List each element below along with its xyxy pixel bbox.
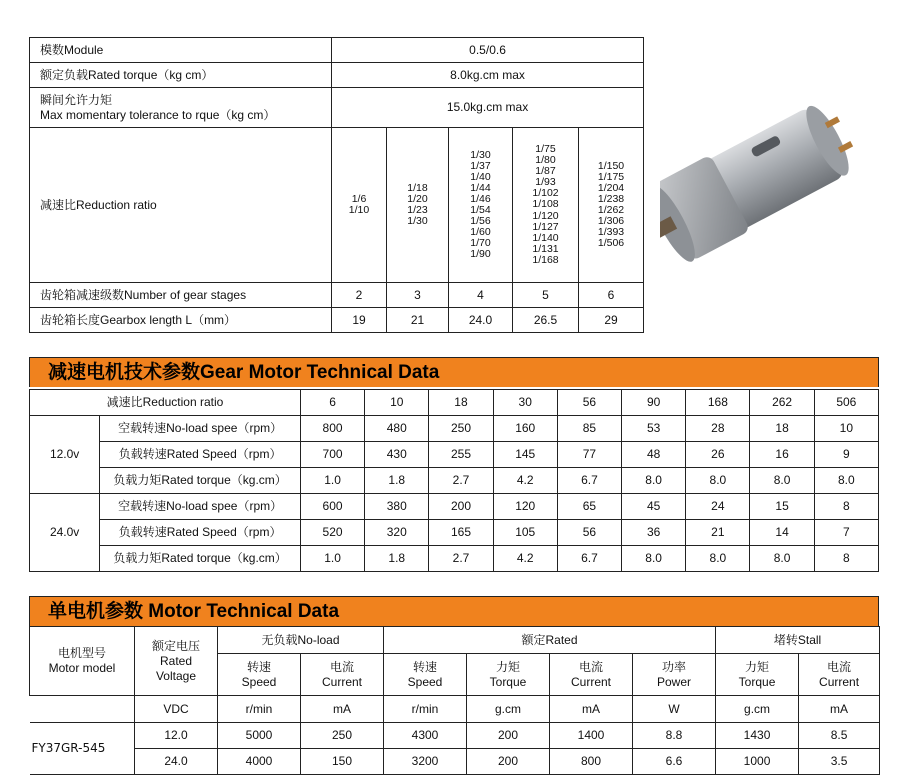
rated-header: 额定Rated [384, 627, 716, 654]
ratio-cell: 1/150 1/175 1/204 1/238 1/262 1/306 1/393 1/506 [579, 128, 644, 283]
data-cell: 8.0 [750, 468, 814, 494]
gear-motor-table [29, 389, 879, 572]
stage-cell: 2 [332, 283, 387, 308]
data-cell: 8.0 [622, 468, 686, 494]
data-cell: 800 [550, 749, 633, 775]
data-cell: 200 [467, 749, 550, 775]
motor-header-row-1 [30, 627, 880, 654]
gear-row-label: 空载转速No-load spee（rpm） [100, 494, 301, 520]
data-cell: 10 [814, 416, 878, 442]
data-cell: 4000 [218, 749, 301, 775]
spec-value: 15.0kg.cm max [332, 88, 644, 128]
length-cell: 21 [387, 308, 449, 333]
data-cell: 120 [493, 494, 557, 520]
data-cell: 1.0 [300, 546, 364, 572]
data-cell: 150 [301, 749, 384, 775]
motor-model-header: 电机型号 Motor model [30, 627, 135, 696]
data-cell: 48 [622, 442, 686, 468]
length-cell: 26.5 [513, 308, 579, 333]
data-cell: 3200 [384, 749, 467, 775]
data-cell: 250 [429, 416, 493, 442]
motor-model-cell: FY37GR-545 [30, 723, 135, 775]
voltage-cell: 24.0 [135, 749, 218, 775]
data-cell: 5000 [218, 723, 301, 749]
data-cell: 6.7 [557, 468, 621, 494]
sub-header: 功率 Power [633, 654, 716, 696]
unit-cell: g.cm [467, 696, 550, 723]
stage-cell: 4 [449, 283, 513, 308]
data-cell: 380 [365, 494, 429, 520]
unit-cell: mA [550, 696, 633, 723]
data-cell: 85 [557, 416, 621, 442]
data-cell: 6.7 [557, 546, 621, 572]
data-cell: 2.7 [429, 546, 493, 572]
sub-header: 电流 Current [799, 654, 880, 696]
gear-row-label: 空载转速No-load spee（rpm） [100, 416, 301, 442]
data-cell: 65 [557, 494, 621, 520]
data-cell: 56 [557, 520, 621, 546]
gear-row-label: 负载力矩Rated torque（kg.cm） [100, 468, 301, 494]
motor-table [29, 626, 880, 775]
gear-data-row [30, 546, 879, 572]
motor-section-title: 单电机参数 Motor Technical Data [29, 596, 879, 626]
data-cell: 255 [429, 442, 493, 468]
ratio-cell: 1/75 1/80 1/87 1/93 1/102 1/108 1/120 1/127 1/140 1/131 1/168 [513, 128, 579, 283]
data-cell: 2.7 [429, 468, 493, 494]
sub-header: 电流 Current [550, 654, 633, 696]
data-cell: 105 [493, 520, 557, 546]
data-cell: 8.0 [814, 468, 878, 494]
data-cell: 4300 [384, 723, 467, 749]
spec-row-module [30, 38, 644, 63]
voltage-cell: 24.0v [30, 494, 100, 572]
data-cell: 145 [493, 442, 557, 468]
sub-header: 力矩 Torque [716, 654, 799, 696]
data-cell: 3.5 [799, 749, 880, 775]
gear-ratio-label: 减速比Reduction ratio [30, 390, 301, 416]
data-cell: 8.5 [799, 723, 880, 749]
stage-cell: 5 [513, 283, 579, 308]
gear-body [30, 416, 879, 572]
unit-cell: mA [799, 696, 880, 723]
stage-cell: 6 [579, 283, 644, 308]
data-cell: 8.0 [750, 546, 814, 572]
data-cell: 8.0 [622, 546, 686, 572]
spec-row-stages [30, 283, 644, 308]
data-cell: 1400 [550, 723, 633, 749]
ratio-header: 90 [622, 390, 686, 416]
gear-data-row [30, 468, 879, 494]
data-cell: 26 [686, 442, 750, 468]
spec-label [30, 88, 332, 128]
spec-label-en: Max momentary tolerance to rque（kg cm） [40, 107, 276, 122]
gear-data-row [30, 494, 879, 520]
spec-value: 8.0kg.cm max [332, 63, 644, 88]
data-cell: 600 [300, 494, 364, 520]
ratio-cell: 1/30 1/37 1/40 1/44 1/46 1/54 1/56 1/60 1/70 1/90 [449, 128, 513, 283]
data-cell: 8 [814, 546, 878, 572]
data-cell: 320 [365, 520, 429, 546]
length-cell: 29 [579, 308, 644, 333]
unit-cell: r/min [218, 696, 301, 723]
gear-motor-photo [660, 98, 880, 308]
spec-label: 减速比Reduction ratio [30, 128, 332, 283]
unit-cell: VDC [135, 696, 218, 723]
ratio-header: 56 [557, 390, 621, 416]
length-cell: 19 [332, 308, 387, 333]
ratio-header: 6 [300, 390, 364, 416]
spec-label-cn: 瞬间允许力矩 [40, 93, 113, 108]
voltage-cell: 12.0 [135, 723, 218, 749]
data-cell: 4.2 [493, 468, 557, 494]
data-cell: 1000 [716, 749, 799, 775]
gear-data-row [30, 520, 879, 546]
ratio-header: 168 [686, 390, 750, 416]
data-cell: 21 [686, 520, 750, 546]
data-cell: 36 [622, 520, 686, 546]
motor-data-row [30, 723, 880, 749]
unit-cell: r/min [384, 696, 467, 723]
stage-cell: 3 [387, 283, 449, 308]
data-cell: 6.6 [633, 749, 716, 775]
data-cell: 480 [365, 416, 429, 442]
ratio-header: 18 [429, 390, 493, 416]
spec-row-rated-torque [30, 63, 644, 88]
noload-header: 无负载No-load [218, 627, 384, 654]
ratio-header: 506 [814, 390, 878, 416]
data-cell: 430 [365, 442, 429, 468]
data-cell: 8.0 [686, 546, 750, 572]
data-cell: 45 [622, 494, 686, 520]
spec-row-momentary-torque [30, 88, 644, 128]
data-cell: 800 [300, 416, 364, 442]
spec-row-ratio [30, 128, 644, 283]
data-cell: 14 [750, 520, 814, 546]
data-cell: 16 [750, 442, 814, 468]
data-cell: 200 [467, 723, 550, 749]
gear-data-row [30, 416, 879, 442]
data-cell: 4.2 [493, 546, 557, 572]
length-cell: 24.0 [449, 308, 513, 333]
data-cell: 9 [814, 442, 878, 468]
data-cell: 165 [429, 520, 493, 546]
data-cell: 700 [300, 442, 364, 468]
unit-cell: g.cm [716, 696, 799, 723]
gearbox-spec-table [29, 37, 644, 333]
data-cell: 1430 [716, 723, 799, 749]
data-cell: 8.0 [686, 468, 750, 494]
motor-data-row [30, 749, 880, 775]
spec-value: 0.5/0.6 [332, 38, 644, 63]
data-cell: 200 [429, 494, 493, 520]
data-cell: 7 [814, 520, 878, 546]
data-cell: 8.8 [633, 723, 716, 749]
gear-row-label: 负载力矩Rated torque（kg.cm） [100, 546, 301, 572]
ratio-cell: 1/6 1/10 [332, 128, 387, 283]
data-cell: 77 [557, 442, 621, 468]
units-blank [30, 696, 135, 723]
gear-row-label: 负载转速Rated Speed（rpm） [100, 520, 301, 546]
unit-cell: mA [301, 696, 384, 723]
data-cell: 28 [686, 416, 750, 442]
unit-cell: W [633, 696, 716, 723]
gear-data-row [30, 442, 879, 468]
data-cell: 8 [814, 494, 878, 520]
stall-header: 堵转Stall [716, 627, 880, 654]
sub-header: 电流 Current [301, 654, 384, 696]
data-cell: 520 [300, 520, 364, 546]
data-cell: 1.8 [365, 468, 429, 494]
spec-label: 齿轮箱长度Gearbox length L（mm） [30, 308, 332, 333]
data-cell: 250 [301, 723, 384, 749]
spec-label: 齿轮箱减速级数Number of gear stages [30, 283, 332, 308]
voltage-cell: 12.0v [30, 416, 100, 494]
data-cell: 53 [622, 416, 686, 442]
data-cell: 160 [493, 416, 557, 442]
data-cell: 1.8 [365, 546, 429, 572]
gear-row-label: 负载转速Rated Speed（rpm） [100, 442, 301, 468]
motor-units-row [30, 696, 880, 723]
spec-label: 额定负载Rated torque（kg cm） [30, 63, 332, 88]
rated-voltage-header: 额定电压 Rated Voltage [135, 627, 218, 696]
gear-motor-section-title: 减速电机技术参数Gear Motor Technical Data [29, 357, 879, 387]
data-cell: 1.0 [300, 468, 364, 494]
ratio-cell: 1/18 1/20 1/23 1/30 [387, 128, 449, 283]
data-cell: 24 [686, 494, 750, 520]
sub-header: 力矩 Torque [467, 654, 550, 696]
sub-header: 转速 Speed [218, 654, 301, 696]
spec-label: 模数Module [30, 38, 332, 63]
ratio-header: 10 [365, 390, 429, 416]
gear-header-row [30, 390, 879, 416]
spec-row-length [30, 308, 644, 333]
ratio-header: 30 [493, 390, 557, 416]
data-cell: 15 [750, 494, 814, 520]
data-cell: 18 [750, 416, 814, 442]
ratio-header: 262 [750, 390, 814, 416]
sub-header: 转速 Speed [384, 654, 467, 696]
